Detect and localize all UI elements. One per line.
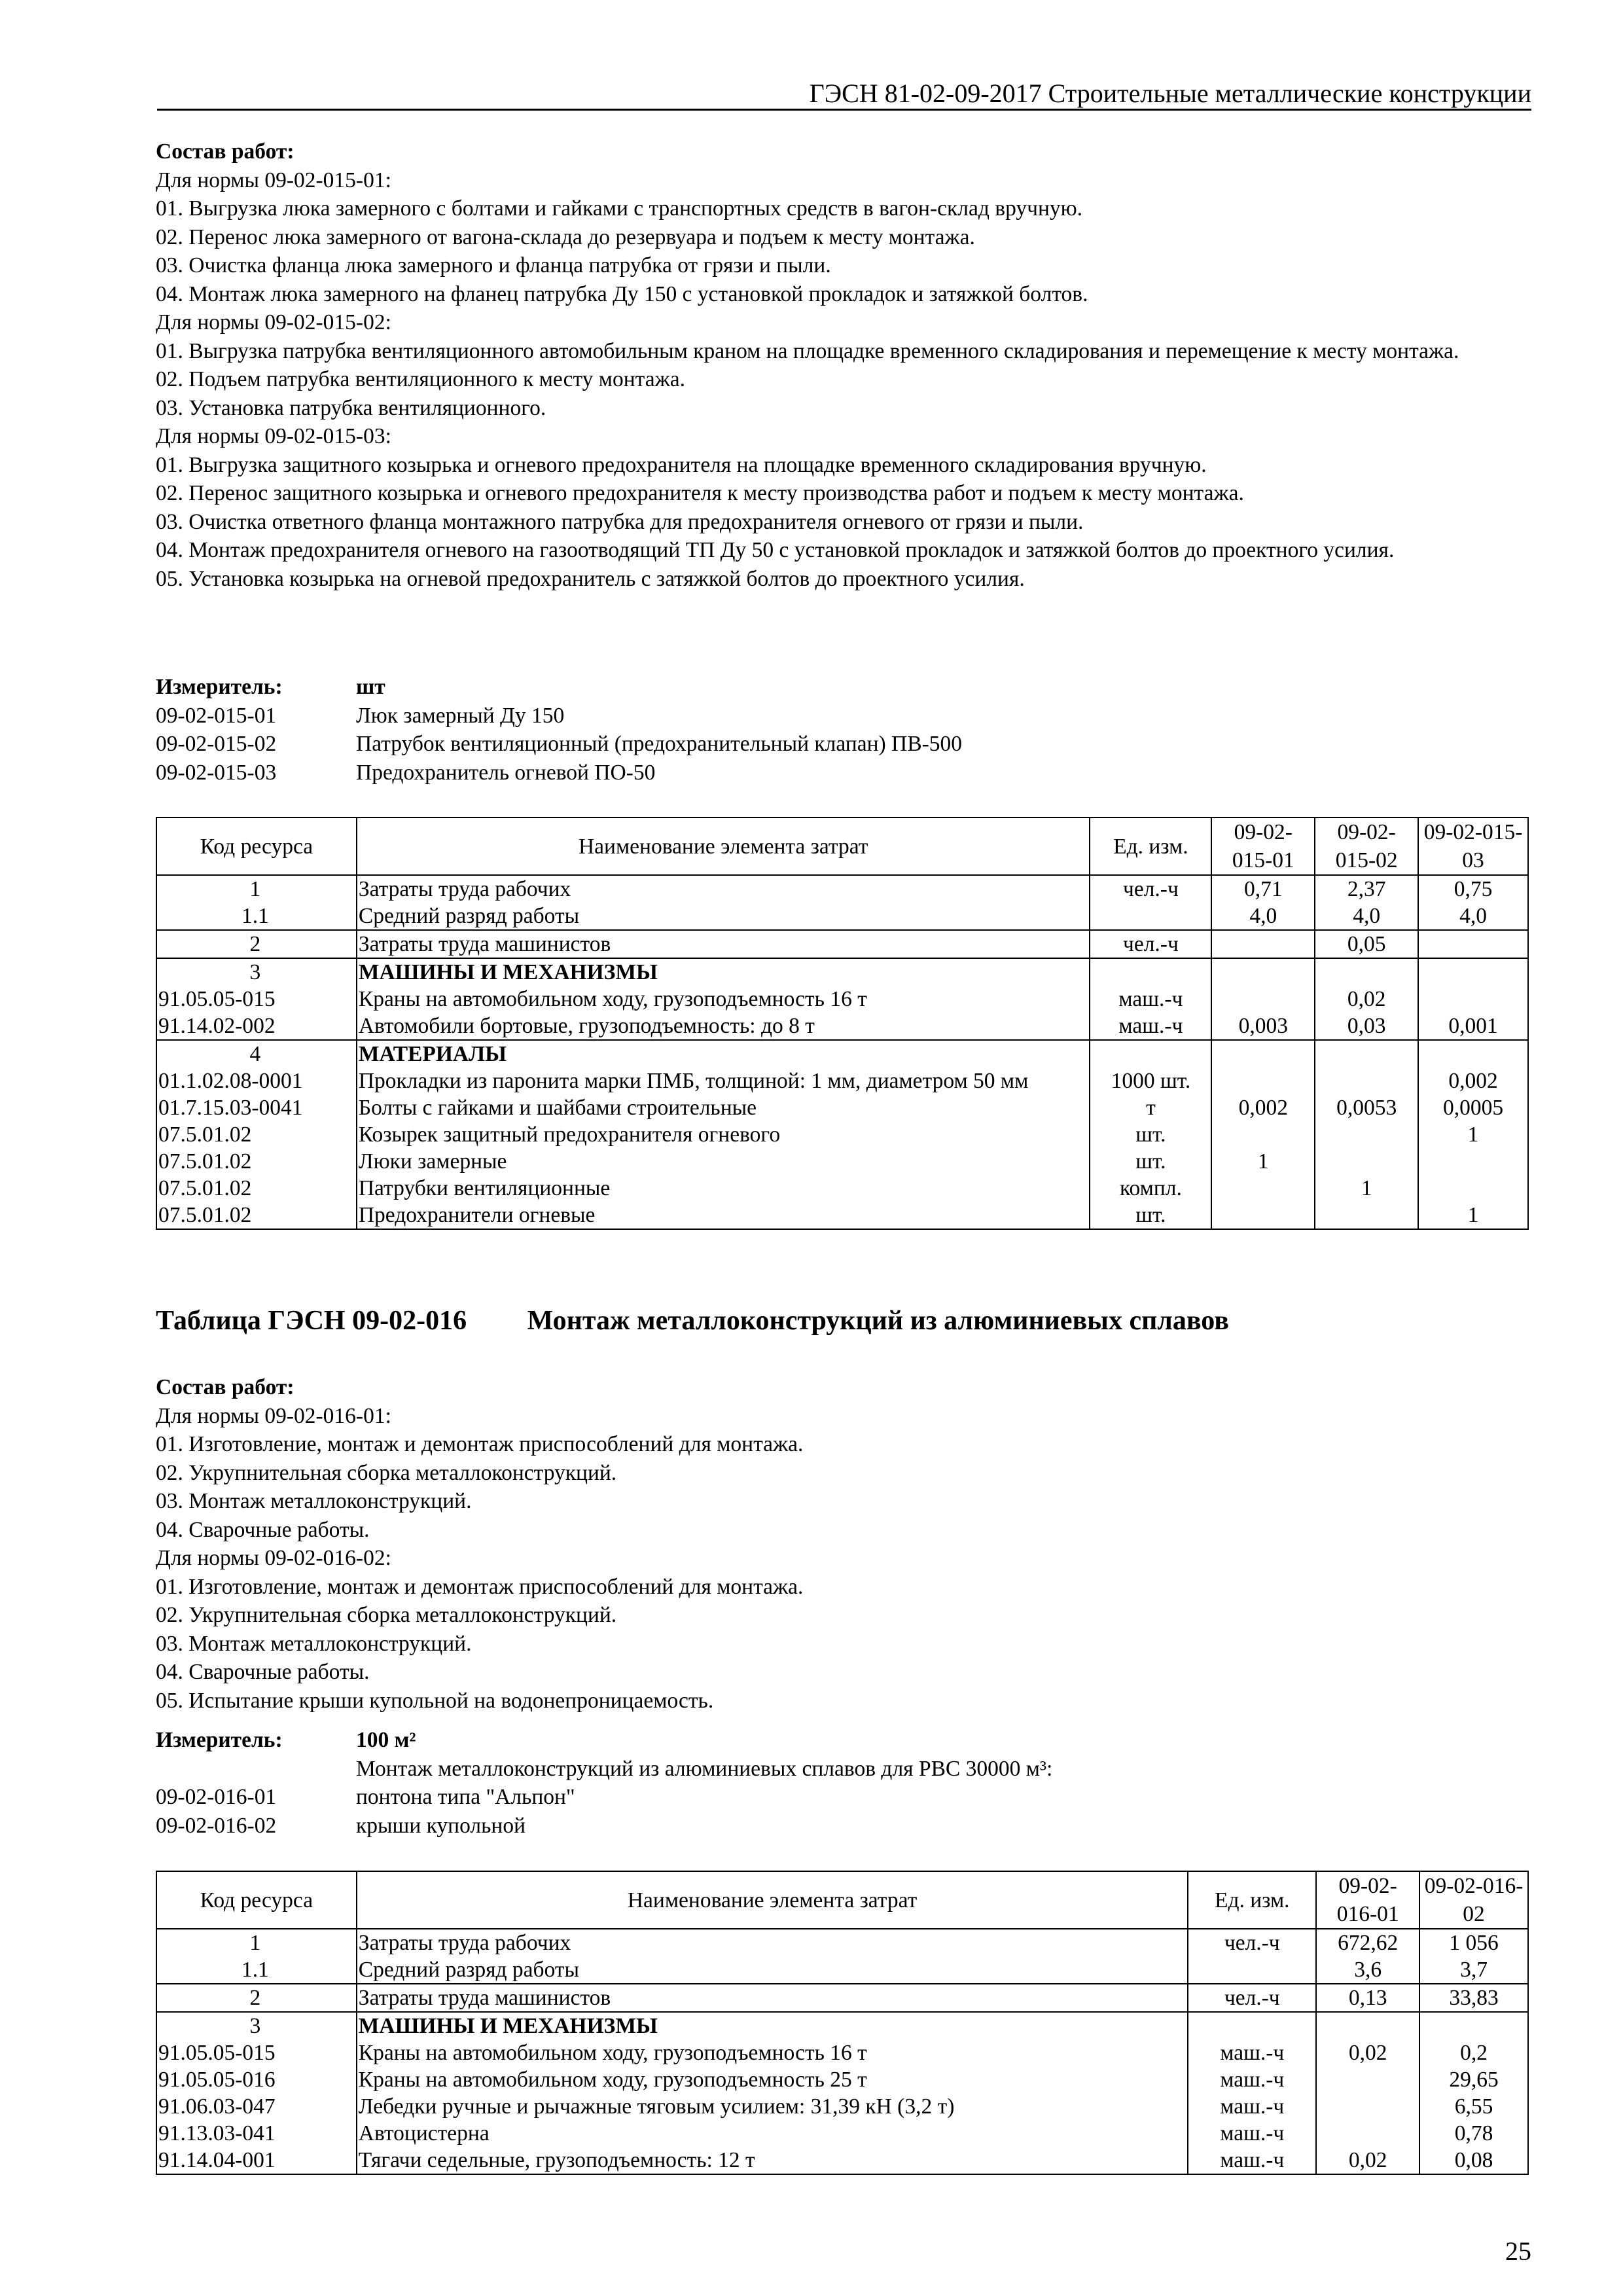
value-cell: 0,002 — [1211, 1094, 1315, 1121]
value-cell: 0,02 — [1316, 2039, 1419, 2066]
column-header: Код ресурса — [156, 1871, 357, 1929]
resource-name-cell: Люки замерные — [357, 1148, 1090, 1175]
unit-cell — [1090, 1040, 1211, 1067]
resource-name-cell: Средний разряд работы — [357, 1956, 1188, 1984]
value-cell — [1211, 986, 1315, 1013]
value-cell — [1315, 958, 1418, 986]
unit-cell: чел.-ч — [1090, 930, 1211, 958]
resource-code-cell: 91.05.05-015 — [156, 986, 357, 1013]
value-cell: 0,05 — [1315, 930, 1418, 958]
table-title-text: Монтаж металлоконструкций из алюминиевых сплавов — [527, 1306, 1229, 1336]
value-cell — [1315, 1202, 1418, 1229]
column-header: 09-02-015-03 — [1418, 817, 1528, 875]
resource-name-cell: Лебедки ручные и рычажные тяговым усилием: 31,39 кН (3,2 т) — [357, 2093, 1188, 2120]
resource-name-cell: МАШИНЫ И МЕХАНИЗМЫ — [357, 2012, 1188, 2039]
value-cell: 0,02 — [1315, 986, 1418, 1013]
value-cell: 6,55 — [1419, 2093, 1528, 2120]
resource-code-cell: 07.5.01.02 — [156, 1175, 357, 1202]
value-cell — [1315, 1121, 1418, 1148]
value-cell — [1211, 1202, 1315, 1229]
composition-line: 01. Выгрузка люка замерного с болтами и гайками с транспортных средств в вагон-склад вручную. — [156, 196, 1083, 221]
resource-code-cell: 91.05.05-015 — [156, 2039, 357, 2066]
unit-cell: шт. — [1090, 1121, 1211, 1148]
value-cell — [1316, 2066, 1419, 2093]
value-cell: 0,03 — [1315, 1013, 1418, 1040]
value-cell: 29,65 — [1419, 2066, 1528, 2093]
unit-cell: маш.-ч — [1188, 2147, 1316, 2174]
value-cell — [1418, 986, 1528, 1013]
column-header: Ед. изм. — [1090, 817, 1211, 875]
value-cell — [1418, 1148, 1528, 1175]
value-cell: 1 — [1315, 1175, 1418, 1202]
value-cell: 0,08 — [1419, 2147, 1528, 2174]
column-header: 09-02-016-01 — [1316, 1871, 1419, 1929]
value-cell — [1419, 2012, 1528, 2039]
norm-name: Патрубок вентиляционный (предохранительный клапан) ПВ-500 — [356, 732, 962, 756]
composition-line: Для нормы 09-02-015-02: — [156, 310, 391, 334]
value-cell: 4,0 — [1315, 903, 1418, 930]
value-cell: 3,6 — [1316, 1956, 1419, 1984]
resource-name-cell: МАТЕРИАЛЫ — [357, 1040, 1090, 1067]
table-row — [156, 1984, 1528, 2012]
composition-line: 05. Испытание крыши купольной на водонепроницаемость. — [156, 1688, 714, 1713]
unit-cell: компл. — [1090, 1175, 1211, 1202]
value-cell — [1211, 1067, 1315, 1094]
resource-code-cell: 01.1.02.08-0001 — [156, 1067, 357, 1094]
measure-block-2 — [156, 1726, 1530, 1840]
value-cell — [1418, 930, 1528, 958]
value-cell: 0,001 — [1418, 1013, 1528, 1040]
norm-code: 09-02-015-02 — [156, 732, 277, 756]
resource-code-cell: 91.06.03-047 — [156, 2093, 357, 2120]
norm-name: Люк замерный Ду 150 — [356, 703, 565, 728]
resource-name-cell: Затраты труда рабочих — [357, 875, 1090, 903]
column-header: Код ресурса — [156, 817, 357, 875]
composition-line: 02. Укрупнительная сборка металлоконструкций. — [156, 1603, 617, 1627]
value-cell: 0,75 — [1418, 875, 1528, 903]
value-cell: 0,78 — [1419, 2120, 1528, 2147]
value-cell — [1315, 1067, 1418, 1094]
composition-line: 01. Выгрузка патрубка вентиляционного автомобильным краном на площадке временного складирования и перемещение к месту монтажа. — [156, 338, 1459, 363]
value-cell — [1418, 1175, 1528, 1202]
table-row — [156, 1929, 1528, 1956]
value-cell: 0,0005 — [1418, 1094, 1528, 1121]
composition-heading: Состав работ: — [156, 1375, 294, 1399]
resource-code-cell: 07.5.01.02 — [156, 1202, 357, 1229]
composition-line: 03. Монтаж металлоконструкций. — [156, 1631, 472, 1656]
norm-code: 09-02-016-02 — [156, 1813, 277, 1838]
value-cell — [1211, 1040, 1315, 1067]
resource-name-cell: Автомобили бортовые, грузоподъемность: до 8 т — [357, 1013, 1090, 1040]
value-cell: 0,02 — [1316, 2147, 1419, 2174]
unit-cell: шт. — [1090, 1148, 1211, 1175]
resource-code-cell: 07.5.01.02 — [156, 1148, 357, 1175]
norm-name: крыши купольной — [356, 1813, 526, 1838]
composition-line: 02. Перенос защитного козырька и огневого предохранителя к месту производства работ и подъем к месту монтажа. — [156, 481, 1244, 505]
resource-code-cell: 3 — [156, 958, 357, 986]
table-row — [156, 1956, 1528, 1984]
measure-label: Измеритель: — [156, 675, 283, 699]
unit-cell: 1000 шт. — [1090, 1067, 1211, 1094]
table-row — [156, 1040, 1528, 1067]
resource-code-cell: 2 — [156, 930, 357, 958]
resource-table-2 — [156, 1871, 1529, 2175]
resource-code-cell: 91.14.02-002 — [156, 1013, 357, 1040]
unit-cell — [1090, 903, 1211, 930]
unit-cell: маш.-ч — [1188, 2120, 1316, 2147]
value-cell: 3,7 — [1419, 1956, 1528, 1984]
composition-line: 02. Подъем патрубка вентиляционного к месту монтажа. — [156, 367, 685, 391]
norm-code: 09-02-015-03 — [156, 760, 277, 785]
composition-line: Для нормы 09-02-015-01: — [156, 168, 391, 192]
resource-code-cell: 4 — [156, 1040, 357, 1067]
value-cell — [1316, 2093, 1419, 2120]
value-cell: 0,2 — [1419, 2039, 1528, 2066]
unit-cell: чел.-ч — [1090, 875, 1211, 903]
value-cell: 0,0053 — [1315, 1094, 1418, 1121]
value-cell: 1 — [1418, 1121, 1528, 1148]
table-row — [156, 1175, 1528, 1202]
measure-label: Измеритель: — [156, 1728, 283, 1752]
resource-code-cell: 91.14.04-001 — [156, 2147, 357, 2174]
composition-line: 01. Выгрузка защитного козырька и огневого предохранителя на площадке временного складирования вручную. — [156, 452, 1207, 477]
resource-name-cell: Краны на автомобильном ходу, грузоподъемность 16 т — [357, 2039, 1188, 2066]
value-cell — [1315, 1040, 1418, 1067]
resource-name-cell: Болты с гайками и шайбами строительные — [357, 1094, 1090, 1121]
resource-name-cell: Предохранители огневые — [357, 1202, 1090, 1229]
composition-line: 05. Установка козырька на огневой предохранитель с затяжкой болтов до проектного усилия. — [156, 566, 1025, 591]
composition-line: 01. Изготовление, монтаж и демонтаж приспособлений для монтажа. — [156, 1574, 804, 1599]
resource-code-cell: 1.1 — [156, 903, 357, 930]
resource-name-cell: Краны на автомобильном ходу, грузоподъемность 16 т — [357, 986, 1090, 1013]
unit-cell: чел.-ч — [1188, 1984, 1316, 2012]
unit-cell: маш.-ч — [1090, 986, 1211, 1013]
column-header: 09-02-015-02 — [1315, 817, 1418, 875]
table-row — [156, 2147, 1528, 2174]
table-header-row — [156, 817, 1528, 875]
value-cell — [1316, 2120, 1419, 2147]
composition-line: 03. Очистка фланца люка замерного и фланца патрубка от грязи и пыли. — [156, 253, 831, 278]
value-cell: 1 056 — [1419, 1929, 1528, 1956]
resource-name-cell: Средний разряд работы — [357, 903, 1090, 930]
value-cell — [1211, 1175, 1315, 1202]
unit-cell — [1188, 2012, 1316, 2039]
column-header: Наименование элемента затрат — [357, 817, 1090, 875]
table-row — [156, 1121, 1528, 1148]
norm-name: Предохранитель огневой ПО-50 — [356, 760, 656, 785]
unit-cell: маш.-ч — [1188, 2093, 1316, 2120]
resource-name-cell: Затраты труда машинистов — [357, 1984, 1188, 2012]
measure-unit: шт — [356, 675, 385, 699]
composition-line: Для нормы 09-02-015-03: — [156, 424, 391, 448]
composition-line: 01. Изготовление, монтаж и демонтаж приспособлений для монтажа. — [156, 1432, 804, 1456]
table-row — [156, 903, 1528, 930]
table-row — [156, 875, 1528, 903]
value-cell — [1315, 1148, 1418, 1175]
table-row — [156, 1202, 1528, 1229]
column-header: Наименование элемента затрат — [357, 1871, 1188, 1929]
table-row — [156, 986, 1528, 1013]
resource-code-cell: 2 — [156, 1984, 357, 2012]
unit-cell: маш.-ч — [1188, 2039, 1316, 2066]
resource-name-cell: Тягачи седельные, грузоподъемность: 12 т — [357, 2147, 1188, 2174]
resource-code-cell: 1 — [156, 1929, 357, 1956]
table-row — [156, 2093, 1528, 2120]
value-cell: 0,003 — [1211, 1013, 1315, 1040]
resource-code-cell: 1 — [156, 875, 357, 903]
unit-cell — [1188, 1956, 1316, 1984]
table-row — [156, 930, 1528, 958]
measure-note: Монтаж металлоконструкций из алюминиевых сплавов для РВС 30000 м³: — [356, 1756, 1053, 1781]
running-header: ГЭСН 81-02-09-2017 Строительные металлические конструкции — [809, 79, 1531, 108]
composition-line: 03. Монтаж металлоконструкций. — [156, 1489, 472, 1513]
table-row — [156, 1148, 1528, 1175]
composition-line: 02. Укрупнительная сборка металлоконструкций. — [156, 1460, 617, 1485]
value-cell: 0,71 — [1211, 875, 1315, 903]
composition-line: 02. Перенос люка замерного от вагона-склада до резервуара и подъем к месту монтажа. — [156, 224, 975, 249]
value-cell: 1 — [1418, 1202, 1528, 1229]
table-row — [156, 1013, 1528, 1040]
composition-block-1 — [156, 137, 1530, 593]
resource-name-cell: Автоцистерна — [357, 2120, 1188, 2147]
value-cell: 0,002 — [1418, 1067, 1528, 1094]
table-row — [156, 958, 1528, 986]
norm-name: понтона типа "Альпон" — [356, 1785, 575, 1809]
composition-line: 04. Монтаж люка замерного на фланец патрубка Ду 150 с установкой прокладок и затяжкой болтов. — [156, 281, 1088, 306]
column-header: 09-02-015-01 — [1211, 817, 1315, 875]
value-cell — [1418, 958, 1528, 986]
resource-name-cell: МАШИНЫ И МЕХАНИЗМЫ — [357, 958, 1090, 986]
page-number: 25 — [1505, 2236, 1531, 2266]
column-header: 09-02-016-02 — [1419, 1871, 1528, 1929]
measure-block-1 — [156, 673, 1530, 787]
table-row — [156, 1067, 1528, 1094]
composition-heading: Состав работ: — [156, 139, 294, 164]
resource-code-cell: 1.1 — [156, 1956, 357, 1984]
value-cell: 0,13 — [1316, 1984, 1419, 2012]
value-cell — [1316, 2012, 1419, 2039]
table-title — [156, 1304, 1229, 1337]
resource-code-cell: 01.7.15.03-0041 — [156, 1094, 357, 1121]
table-row — [156, 2066, 1528, 2093]
resource-name-cell: Прокладки из паронита марки ПМБ, толщиной: 1 мм, диаметром 50 мм — [357, 1067, 1090, 1094]
value-cell: 2,37 — [1315, 875, 1418, 903]
measure-unit: 100 м² — [356, 1728, 416, 1752]
norm-code: 09-02-016-01 — [156, 1785, 277, 1809]
unit-cell: маш.-ч — [1090, 1013, 1211, 1040]
table-row — [156, 2039, 1528, 2066]
value-cell: 33,83 — [1419, 1984, 1528, 2012]
composition-line: 04. Монтаж предохранителя огневого на газоотводящий ТП Ду 50 с установкой прокладок и затяжкой болтов до проектного усилия. — [156, 538, 1395, 562]
composition-line: 04. Сварочные работы. — [156, 1517, 370, 1542]
value-cell: 4,0 — [1418, 903, 1528, 930]
value-cell: 1 — [1211, 1148, 1315, 1175]
resource-code-cell: 91.13.03-041 — [156, 2120, 357, 2147]
resource-name-cell: Козырек защитный предохранителя огневого — [357, 1121, 1090, 1148]
resource-code-cell: 07.5.01.02 — [156, 1121, 357, 1148]
header-rule — [157, 109, 1531, 111]
resource-name-cell: Затраты труда рабочих — [357, 1929, 1188, 1956]
value-cell — [1211, 958, 1315, 986]
resource-name-cell: Патрубки вентиляционные — [357, 1175, 1090, 1202]
resource-code-cell: 91.05.05-016 — [156, 2066, 357, 2093]
value-cell — [1211, 1121, 1315, 1148]
column-header: Ед. изм. — [1188, 1871, 1316, 1929]
unit-cell: маш.-ч — [1188, 2066, 1316, 2093]
composition-line: Для нормы 09-02-016-01: — [156, 1403, 391, 1428]
table-header-row — [156, 1871, 1528, 1929]
table-row — [156, 2120, 1528, 2147]
composition-block-2 — [156, 1373, 1530, 1715]
composition-line: 04. Сварочные работы. — [156, 1660, 370, 1684]
unit-cell: шт. — [1090, 1202, 1211, 1229]
resource-code-cell: 3 — [156, 2012, 357, 2039]
composition-line: 03. Очистка ответного фланца монтажного патрубка для предохранителя огневого от грязи и пыли. — [156, 509, 1084, 534]
unit-cell — [1090, 958, 1211, 986]
unit-cell: чел.-ч — [1188, 1929, 1316, 1956]
table-code: Таблица ГЭСН 09-02-016 — [156, 1306, 467, 1336]
value-cell — [1418, 1040, 1528, 1067]
table-row — [156, 1094, 1528, 1121]
composition-line: Для нормы 09-02-016-02: — [156, 1546, 391, 1570]
norm-code: 09-02-015-01 — [156, 703, 277, 728]
value-cell — [1211, 930, 1315, 958]
resource-name-cell: Краны на автомобильном ходу, грузоподъемность 25 т — [357, 2066, 1188, 2093]
value-cell: 4,0 — [1211, 903, 1315, 930]
value-cell: 672,62 — [1316, 1929, 1419, 1956]
table-row — [156, 2012, 1528, 2039]
unit-cell: т — [1090, 1094, 1211, 1121]
composition-line: 03. Установка патрубка вентиляционного. — [156, 395, 546, 420]
resource-table-1 — [156, 817, 1529, 1230]
resource-name-cell: Затраты труда машинистов — [357, 930, 1090, 958]
